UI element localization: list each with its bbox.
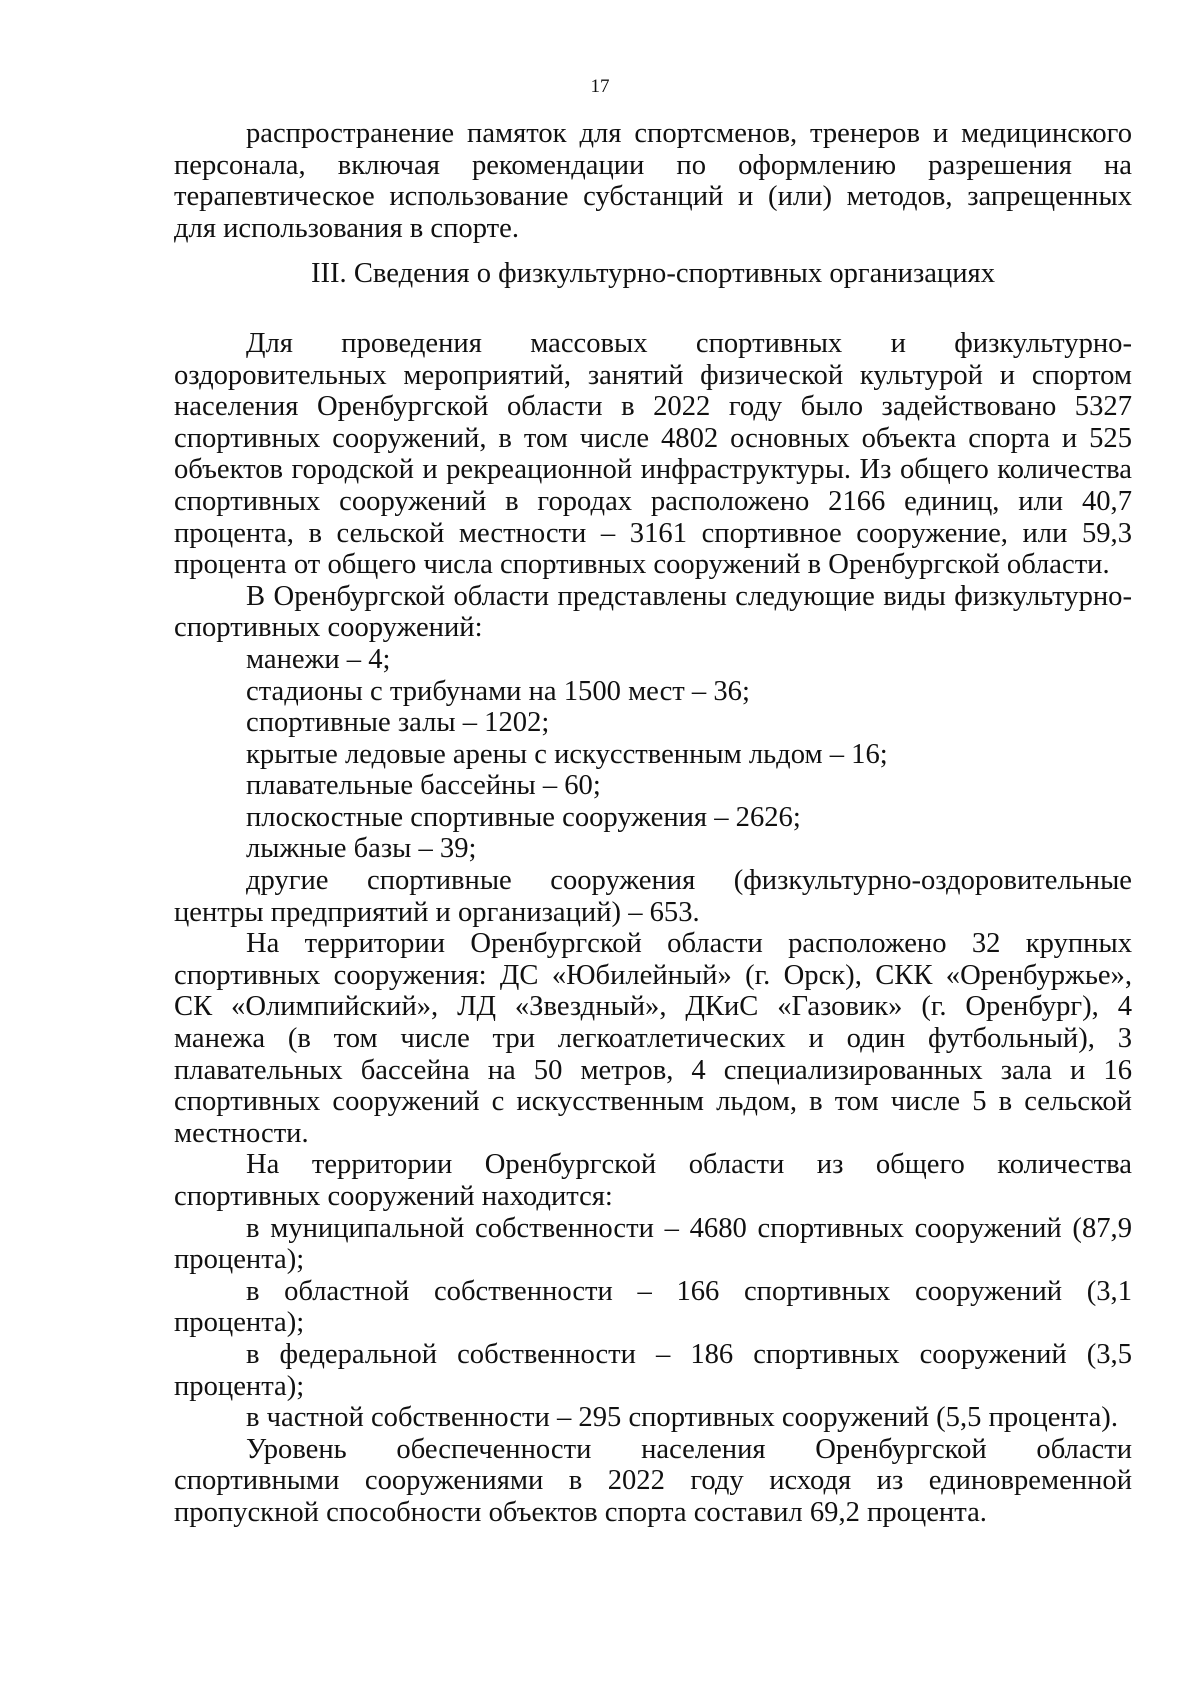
facility-type-item: манежи – 4;: [246, 643, 391, 675]
facility-type-item: стадионы с трибунами на 1500 мест – 36;: [246, 675, 750, 707]
ownership-item: в областной собственности – 166 спортивных сооружений (3,1 процента);: [174, 1275, 1132, 1339]
facility-type-item: спортивные залы – 1202;: [246, 707, 550, 739]
paragraph-provision-level: Уровень обеспеченности населения Оренбургской области спортивными сооружениями в 2022 году исходя из единовременной пропускной способности объектов спорта составил 69,2 процента.: [174, 1433, 1132, 1528]
page-number: 17: [590, 76, 610, 97]
paragraph-continuation: распространение памяток для спортсменов, тренеров и медицинского персонала, включая рекомендации по оформлению разрешения на терапевтическое использование субстанций и (или) методов, запрещенных для использования в спорте.: [174, 118, 1132, 244]
document-body: [174, 118, 1132, 1529]
ownership-item: в муниципальной собственности – 4680 спортивных сооружений (87,9 процента);: [174, 1212, 1132, 1276]
facility-type-item: плавательные бассейны – 60;: [246, 770, 601, 802]
facility-type-item: крытые ледовые арены с искусственным льдом – 16;: [246, 738, 888, 770]
facility-type-item: лыжные базы – 39;: [246, 833, 477, 865]
paragraph-facilities-total: Для проведения массовых спортивных и физкультурно-оздоровительных мероприятий, занятий физической культурой и спортом населения Оренбургской области в 2022 году было задействовано 5327 спортивных сооружений, в том числе 4802 основных объекта спорта и 525 объектов городской и рекреационной инфраструктуры. Из общего количества спортивных сооружений в городах расположено 2166 единиц, или 40,7 процента, в сельской местности – 3161 спортивное сооружение, или 59,3 процента от общего числа спортивных сооружений в Оренбургской области.: [174, 327, 1132, 581]
paragraph-types-intro: В Оренбургской области представлены следующие виды физкультурно-спортивных сооружений:: [174, 580, 1132, 644]
paragraph-ownership-intro: На территории Оренбургской области из общего количества спортивных сооружений находится:: [174, 1149, 1132, 1212]
ownership-item: в частной собственности – 295 спортивных сооружений (5,5 процента).: [246, 1402, 1118, 1434]
facility-type-item: плоскостные спортивные сооружения – 2626;: [246, 801, 801, 833]
paragraph-major-facilities: На территории Оренбургской области расположено 32 крупных спортивных сооружения: ДС «Юбилейный» (г. Орск), СКК «Оренбуржье», СК «Олимпийский», ЛД «Звездный», ДКиС «Газовик» (г. Оренбург), 4 манежа (в том числе три легкоатлетических и один футбольный), 3 плавательных бассейна на 50 метров, 4 специализированных зала и 16 спортивных сооружений с искусственным льдом, в том числе 5 в сельской местности.: [174, 928, 1132, 1149]
facility-type-item: другие спортивные сооружения (физкультурно-оздоровительные центры предприятий и организаций) – 653.: [174, 865, 1132, 928]
section-heading: III. Сведения о физкультурно-спортивных организациях: [310, 258, 995, 290]
ownership-item: в федеральной собственности – 186 спортивных сооружений (3,5 процента);: [174, 1338, 1132, 1402]
